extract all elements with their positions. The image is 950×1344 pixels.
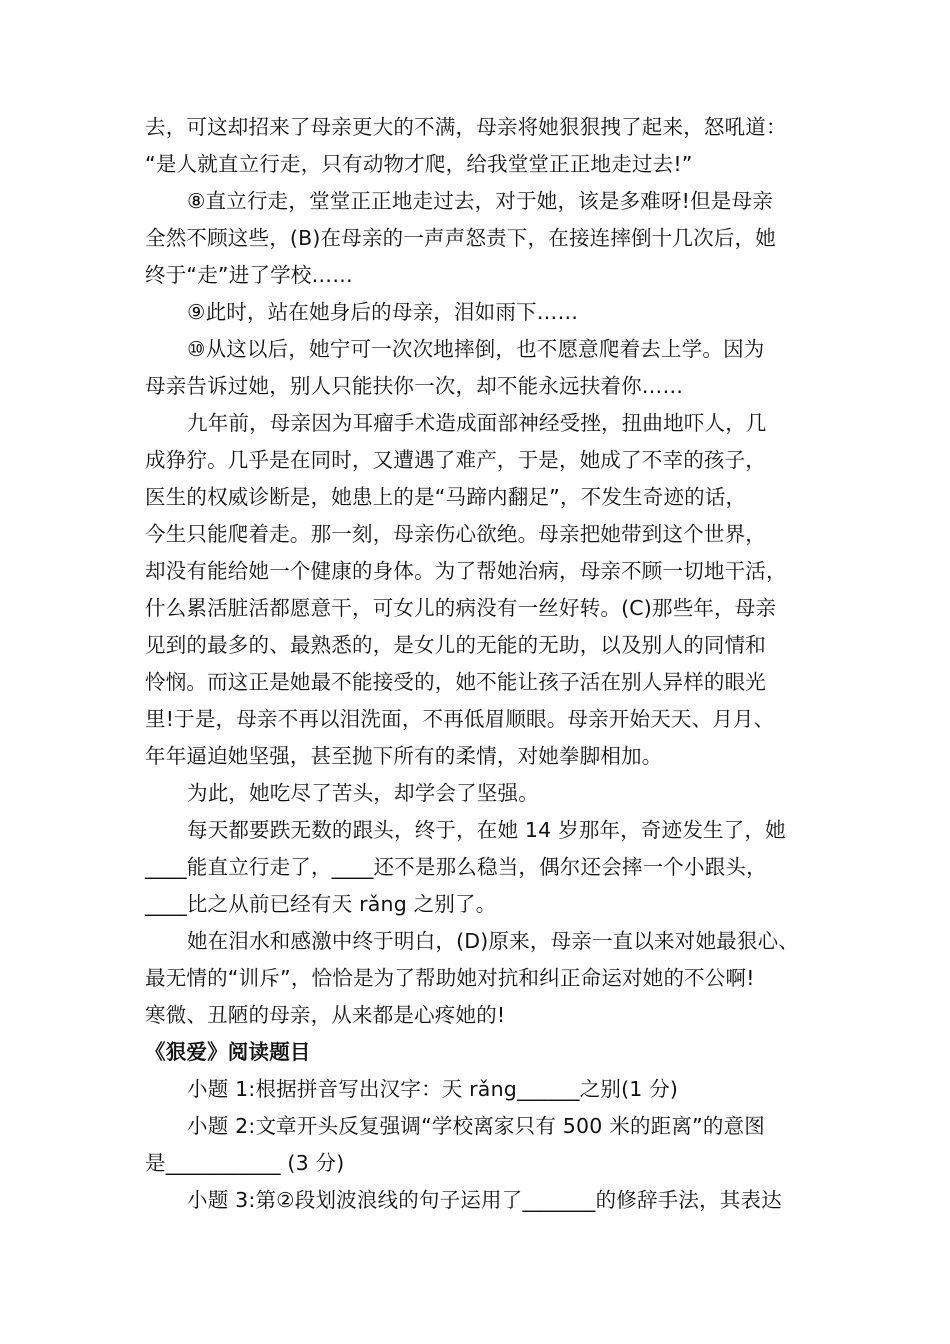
document-body [145,109,835,1219]
passage-line: 母亲告诉过她，别人只能扶你一次，却不能永远扶着你…… [145,374,684,398]
passage-line: ⑧直立行走，堂堂正正地走过去，对于她，该是多难呀!但是母亲 [187,189,773,213]
passage-line: 年年逼迫她坚强，甚至抛下所有的柔情，对她拳脚相加。 [145,744,663,768]
passage-line: 她在泪水和感激中终于明白，(D)原来，母亲一直以来对她最狠心、 [187,929,799,953]
question-line: 小题 1:根据拼音写出汉字：天 rǎng______之别(1 分) [187,1077,679,1101]
passage-text [145,109,835,1034]
passage-line: 怜悯。而这正是她最不能接受的，她不能让孩子活在别人异样的眼光 [145,670,766,694]
question-line: 小题 3:第②段划波浪线的句子运用了_______的修辞手法，其表达 [187,1188,782,1212]
passage-line: ____能直立行走了，____还不是那么稳当，偶尔还会摔一个小跟头， [145,855,767,879]
passage-line: 却没有能给她一个健康的身体。为了帮她治病，母亲不顾一切地干活， [145,559,787,583]
passage-line: ⑩从这以后，她宁可一次次地摔倒，也不愿意爬着去上学。因为 [187,337,765,361]
passage-line: 里!于是，母亲不再以泪洗面，不再低眉顺眼。母亲开始天天、月月、 [145,707,775,731]
passage-line: 成狰狞。几乎是在同时，又遭遇了难产，于是，她成了不幸的孩子， [145,448,766,472]
passage-line: 最无情的“训斥”，恰恰是为了帮助她对抗和纠正命运对她的不公啊! [145,966,755,990]
passage-line: 全然不顾这些，(B)在母亲的一声声怒责下，在接连摔倒十几次后，她 [145,226,776,250]
passage-line: 今生只能爬着走。那一刻，母亲伤心欲绝。母亲把她带到这个世界， [145,522,766,546]
passage-line: 每天都要跌无数的跟头，终于，在她 14 岁那年，奇迹发生了，她 [187,818,786,842]
passage-line: 为此，她吃尽了苦头，却学会了坚强。 [187,781,539,805]
question-list [145,1071,835,1219]
passage-line: ⑨此时，站在她身后的母亲，泪如雨下…… [187,300,579,324]
passage-line: 九年前，母亲因为耳瘤手术造成面部神经受挫，扭曲地吓人，几 [187,411,767,435]
passage-line: 医生的权威诊断是，她患上的是“马蹄内翻足”，不发生奇迹的话， [145,485,747,509]
passage-line: 终于“走”进了学校…… [145,263,353,287]
passage-line: 什么累活脏活都愿意干，可女儿的病没有一丝好转。(C)那些年，母亲 [145,596,777,620]
passage-line: “是人就直立行走，只有动物才爬，给我堂堂正正地走过去!” [145,152,693,176]
passage-line: 寒微、丑陋的母亲，从来都是心疼她的! [145,1003,506,1027]
passage-line: 见到的最多的、最熟悉的，是女儿的无能的无助，以及别人的同情和 [145,633,766,657]
question-line: 小题 2:文章开头反复强调“学校离家只有 500 米的距离”的意图 [187,1114,765,1138]
passage-line: 去，可这却招来了母亲更大的不满，母亲将她狠狠拽了起来，怒吼道： [145,115,787,139]
section-title: 《狠爱》阅读题目 [145,1040,311,1064]
passage-line: ____比之从前已经有天 rǎng 之别了。 [145,892,497,916]
question-line: 是___________ (3 分) [145,1151,345,1175]
